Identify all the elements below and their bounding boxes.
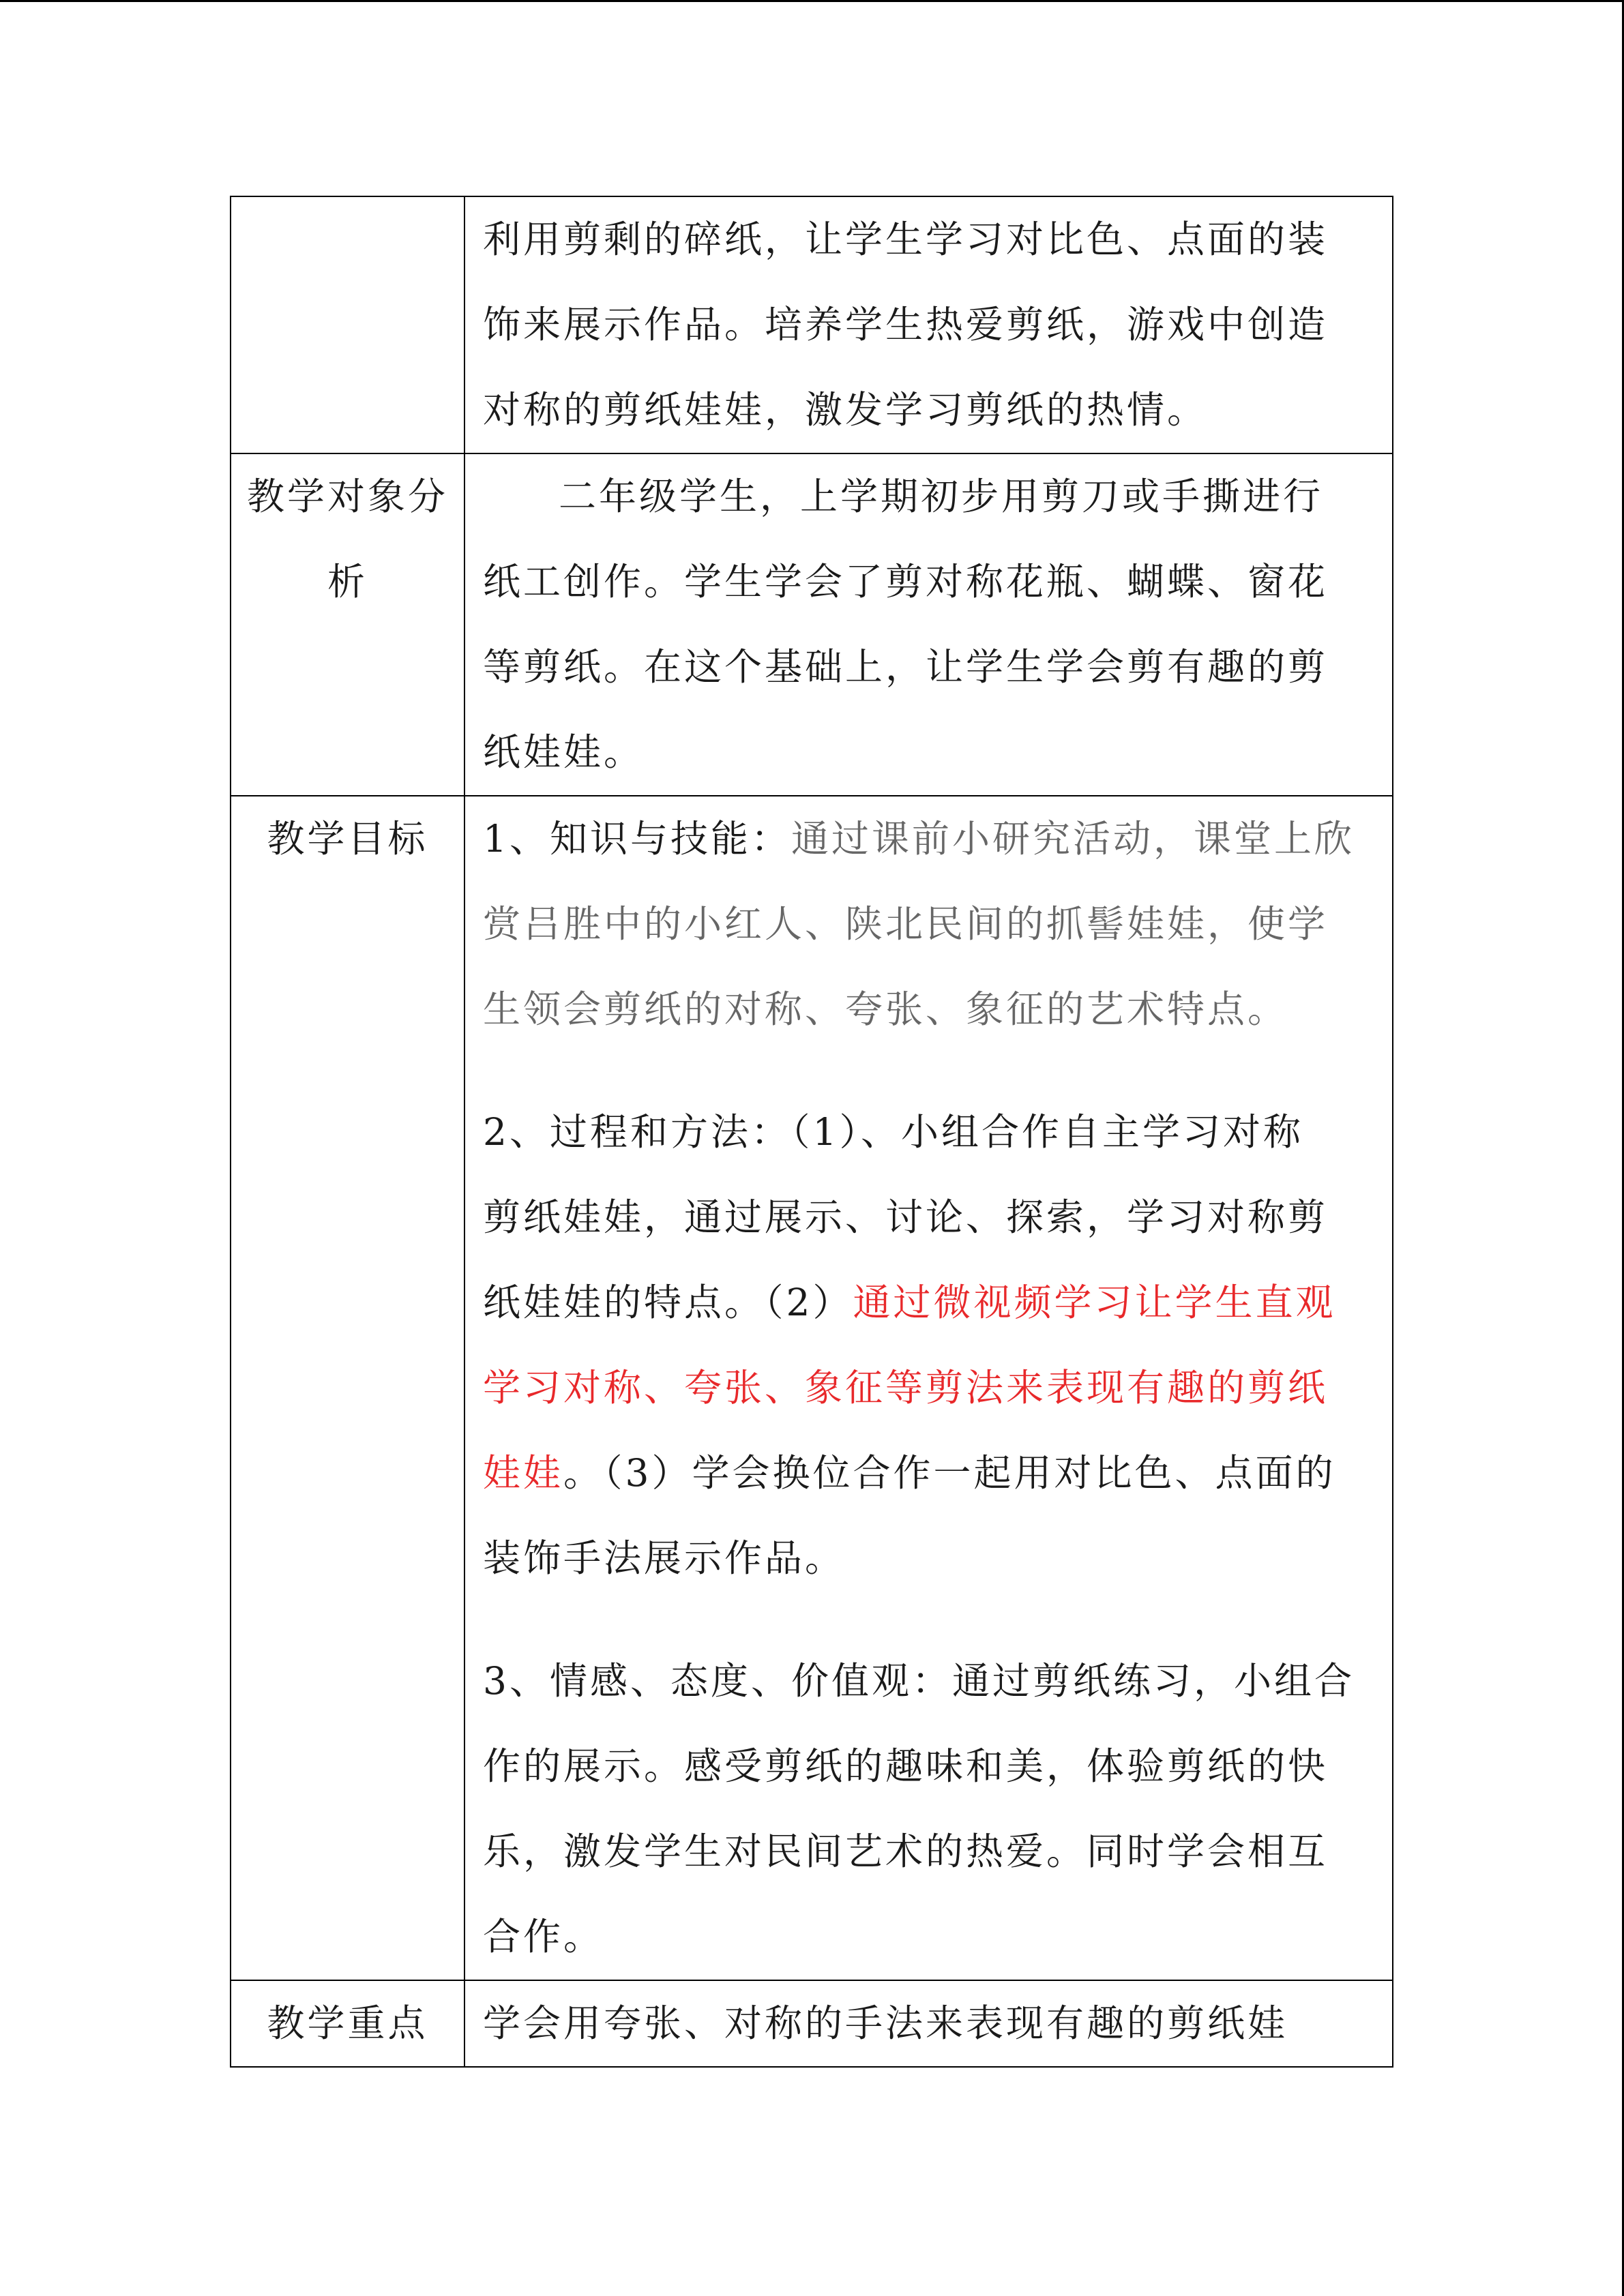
highlighted-text: 娃娃 bbox=[483, 1451, 564, 1495]
goal-knowledge-text: 通过课前小研究活动，课堂上欣 bbox=[791, 817, 1355, 861]
row-label-empty bbox=[231, 196, 464, 453]
text-line: 对称的剪纸娃娃，激发学习剪纸的热情。 bbox=[483, 388, 1208, 432]
text-line: 装饰手法展示作品。 bbox=[483, 1536, 846, 1580]
highlighted-text: 学习对称、夸张、象征等剪法来表现有趣的剪纸 bbox=[483, 1366, 1329, 1410]
row-label-key-points: 教学重点 bbox=[231, 1980, 464, 2067]
highlighted-text: 通过微视频学习让学生直观 bbox=[853, 1281, 1336, 1324]
table-row bbox=[231, 196, 1393, 453]
text-line: 生领会剪纸的对称、夸张、象征的艺术特点。 bbox=[483, 987, 1288, 1031]
goal-process-line bbox=[483, 1260, 1378, 1345]
text-line: 合作。 bbox=[483, 1915, 604, 1958]
row-label-teaching-goals: 教学目标 bbox=[231, 796, 464, 1980]
continuation-content bbox=[464, 196, 1393, 453]
goal-knowledge-prefix: 1、知识与技能： bbox=[483, 817, 791, 861]
text-line: 剪纸娃娃，通过展示、讨论、探索，学习对称剪 bbox=[483, 1195, 1329, 1239]
text-line: 2、过程和方法：（1）、小组合作自主学习对称 bbox=[483, 1110, 1303, 1154]
text-line: 作的展示。感受剪纸的趣味和美，体验剪纸的快 bbox=[483, 1744, 1329, 1788]
paragraph-gap bbox=[483, 1052, 1378, 1090]
table-row bbox=[231, 796, 1393, 1980]
page-top-border bbox=[0, 0, 1624, 2]
table-row bbox=[231, 453, 1393, 796]
lesson-plan-table bbox=[230, 196, 1393, 2068]
text-line: 利用剪剩的碎纸，让学生学习对比色、点面的装 bbox=[483, 218, 1329, 261]
text-span: 纸娃娃的特点。（2） bbox=[483, 1281, 853, 1324]
row-label-audience-analysis: 教学对象分析 bbox=[231, 453, 464, 796]
text-line: 3、情感、态度、价值观：通过剪纸练习，小组合 bbox=[483, 1659, 1355, 1703]
text-line: 等剪纸。在这个基础上，让学生学会剪有趣的剪 bbox=[483, 645, 1329, 689]
goal-knowledge-line bbox=[483, 796, 1378, 882]
text-line: 学会用夸张、对称的手法来表现有趣的剪纸娃 bbox=[483, 2001, 1288, 2045]
text-line: 纸工创作。学生学会了剪对称花瓶、蝴蝶、窗花 bbox=[483, 560, 1329, 603]
audience-analysis-content bbox=[464, 453, 1393, 796]
text-line: 二年级学生，上学期初步用剪刀或手撕进行 bbox=[559, 475, 1324, 518]
text-line: 乐，激发学生对民间艺术的热爱。同时学会相互 bbox=[483, 1830, 1329, 1873]
text-span: 。（3）学会换位合作一起用对比色、点面的 bbox=[563, 1451, 1336, 1495]
goal-process-line bbox=[483, 1431, 1378, 1516]
text-line: 饰来展示作品。培养学生热爱剪纸，游戏中创造 bbox=[483, 303, 1329, 346]
teaching-goals-content bbox=[464, 796, 1393, 1980]
text-line: 纸娃娃。 bbox=[483, 730, 645, 774]
text-line: 赏吕胜中的小红人、陕北民间的抓髻娃娃，使学 bbox=[483, 902, 1329, 946]
paragraph-gap bbox=[483, 1601, 1378, 1639]
key-points-content bbox=[464, 1980, 1393, 2067]
table-row bbox=[231, 1980, 1393, 2067]
